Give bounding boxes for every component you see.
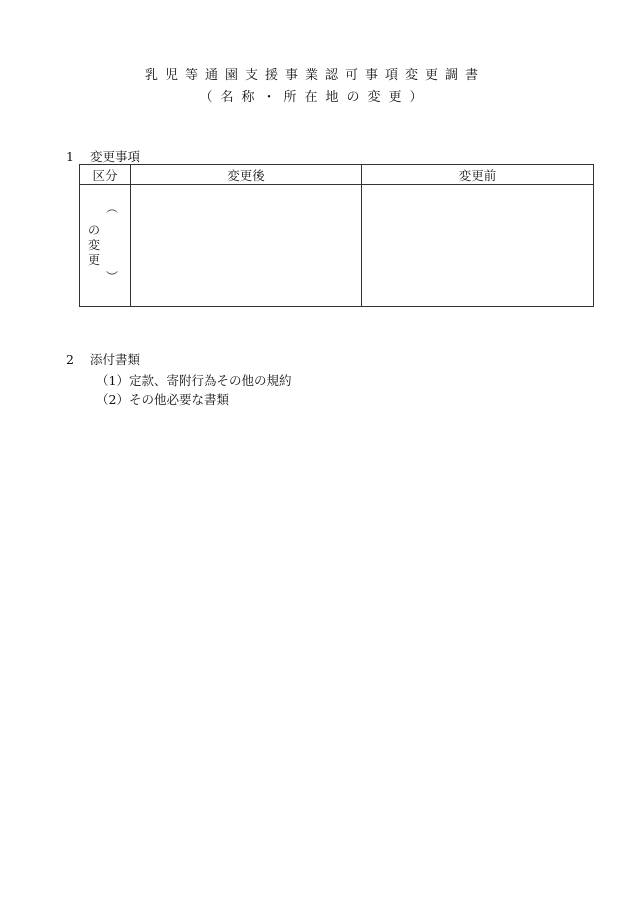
section-2-title: 添付書類	[90, 352, 141, 367]
before-cell	[362, 185, 594, 307]
attachment-item-2: （2）その他必要な書類	[96, 392, 229, 407]
label-char: 更	[87, 253, 100, 267]
label-char: 変	[87, 238, 100, 252]
document-title: 乳児等通園支援事業認可事項変更調書	[144, 68, 485, 83]
attachment-item-1: （1）定款、寄附行為その他の規約	[96, 373, 292, 388]
vertical-text	[87, 223, 101, 268]
changes-table	[79, 164, 594, 307]
paren-close: ︶	[105, 270, 118, 284]
header-after: 変更後	[131, 165, 362, 185]
document-subtitle: （名称・所在地の変更）	[199, 90, 431, 105]
paren-open: ︵	[105, 201, 118, 215]
vertical-label	[80, 185, 130, 306]
section-1-heading	[66, 147, 140, 165]
section-2-heading	[66, 350, 140, 368]
after-cell	[131, 185, 362, 307]
table-row	[80, 185, 594, 307]
section-1-title: 変更事項	[90, 149, 141, 164]
section-1-number: 1	[66, 149, 74, 164]
table-header-row	[80, 165, 594, 185]
header-before: 変更前	[362, 165, 594, 185]
section-2-number: 2	[66, 352, 74, 367]
label-char: の	[87, 223, 100, 237]
category-cell	[80, 185, 131, 307]
header-category: 区分	[80, 165, 131, 185]
